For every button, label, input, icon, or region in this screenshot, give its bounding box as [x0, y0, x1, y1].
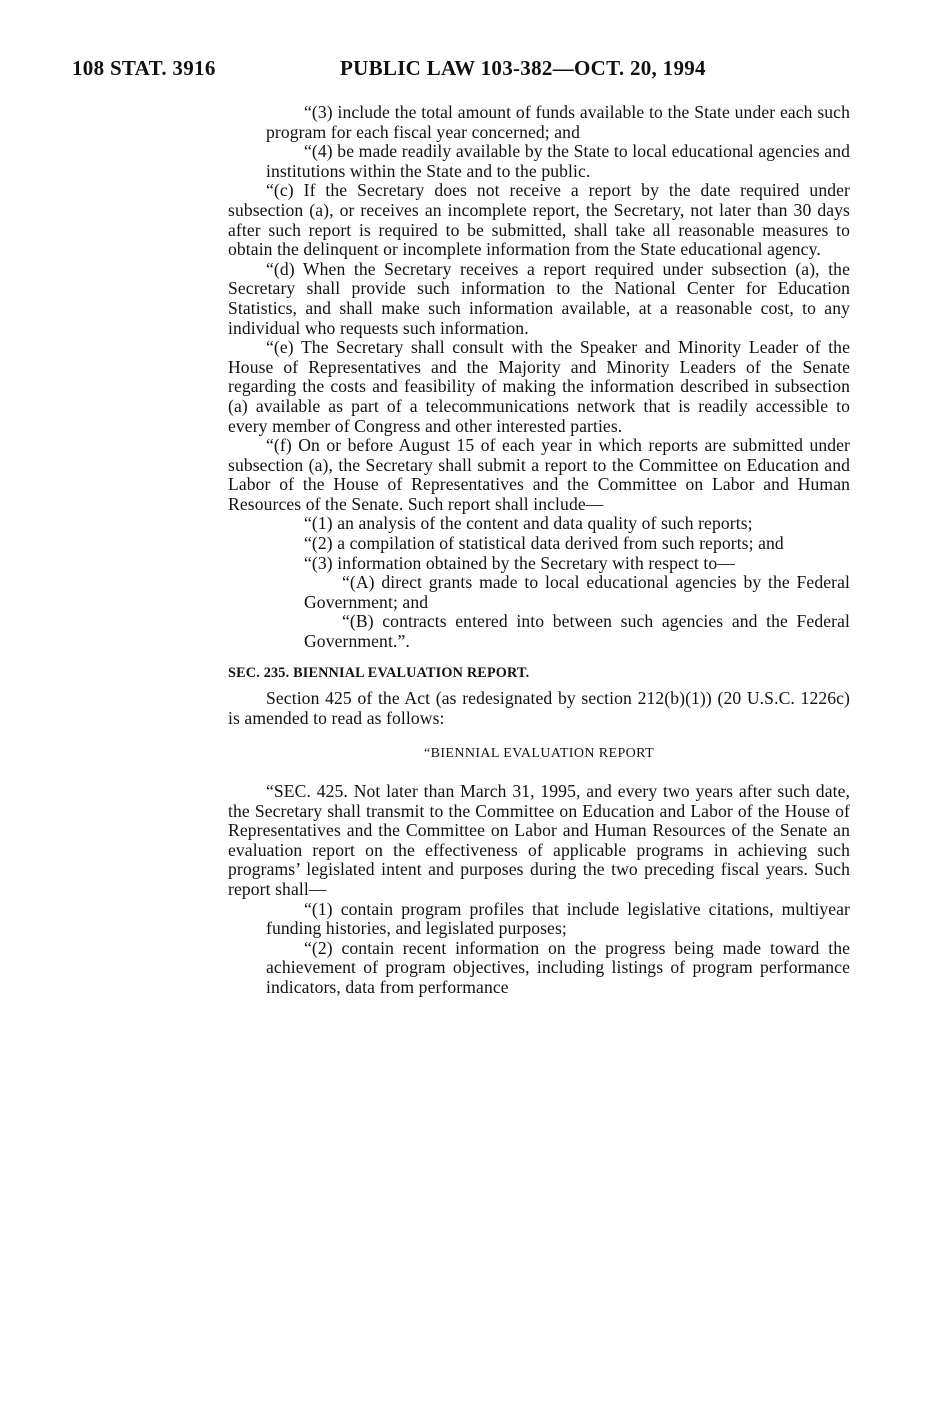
- section-intro: Section 425 of the Act (as redesignated by section 212(b)(1)) (20 U.S.C. 1226c) is amended to read as follows:: [228, 688, 850, 728]
- page-header: [72, 56, 772, 86]
- section-425-paragraph-1: “(1) contain program profiles that include legislative citations, multiyear funding histories, and legislated purposes;: [266, 898, 850, 939]
- subsection-f-paragraph-1: “(1) an analysis of the content and data quality of such reports;: [304, 513, 753, 534]
- public-law-title: PUBLIC LAW 103-382—OCT. 20, 1994: [340, 56, 706, 80]
- subsection-f-paragraph-3: “(3) information obtained by the Secretary with respect to—: [304, 552, 735, 573]
- subparagraph-a: “(A) direct grants made to local educational agencies by the Federal Government; and: [304, 572, 850, 612]
- document-body: [228, 103, 850, 998]
- paragraph-4: “(4) be made readily available by the State to local educational agencies and institutions within the State and to the public.: [266, 141, 850, 181]
- centered-heading: “BIENNIAL EVALUATION REPORT: [423, 746, 655, 762]
- subsection-c: “(c) If the Secretary does not receive a report by the date required under subsection (a), or receives an incomplete report, the Secretary, not later than 30 days after such report is required to be submitted, shall take all reasonable measures to obtain the delinquent or incomplete information from the State educational agency.: [228, 180, 850, 260]
- subsection-f-paragraph-2: “(2) a compilation of statistical data derived from such reports; and: [304, 533, 784, 554]
- paragraph-3: “(3) include the total amount of funds available to the State under each such program for each fiscal year concerned; and: [266, 102, 850, 142]
- subsection-f: “(f) On or before August 15 of each year in which reports are submitted under subsection (a), the Secretary shall submit a report to the Committee on Education and Labor of the House of Representatives and the Committee on Labor and Human Resources of the Senate. Such report shall include—: [228, 435, 850, 514]
- section-425-paragraph-2: “(2) contain recent information on the progress being made toward the achievement of program objectives, including listings of program performance indicators, data from performance: [266, 937, 850, 997]
- subsection-e: “(e) The Secretary shall consult with the Speaker and Minority Leader of the House of Representatives and the Majority and Minority Leaders of the Senate regarding the costs and feasibility of making the information described in subsection (a) available as part of a telecommunications network that is readily accessible to every member of Congress and other interested parties.: [228, 337, 850, 436]
- section-heading: SEC. 235. BIENNIAL EVALUATION REPORT.: [228, 664, 530, 681]
- statute-page-reference: 108 STAT. 3916: [72, 56, 216, 80]
- subsection-d: “(d) When the Secretary receives a report required under subsection (a), the Secretary shall provide such information to the National Center for Education Statistics, and shall make such information available, at a reasonable cost, to any individual who requests such information.: [228, 258, 850, 338]
- subparagraph-b: “(B) contracts entered into between such agencies and the Federal Government.”.: [304, 611, 850, 652]
- section-425-text: “SEC. 425. Not later than March 31, 1995, and every two years after such date, the Secretary shall transmit to the Committee on Education and Labor of the House of Representatives and the Committee on Labor and Human Resources of the Senate an evaluation report on the effectiveness of applicable programs in achieving such programs’ legislated intent and purposes during the two preceding fiscal years. Such report shall—: [228, 781, 850, 899]
